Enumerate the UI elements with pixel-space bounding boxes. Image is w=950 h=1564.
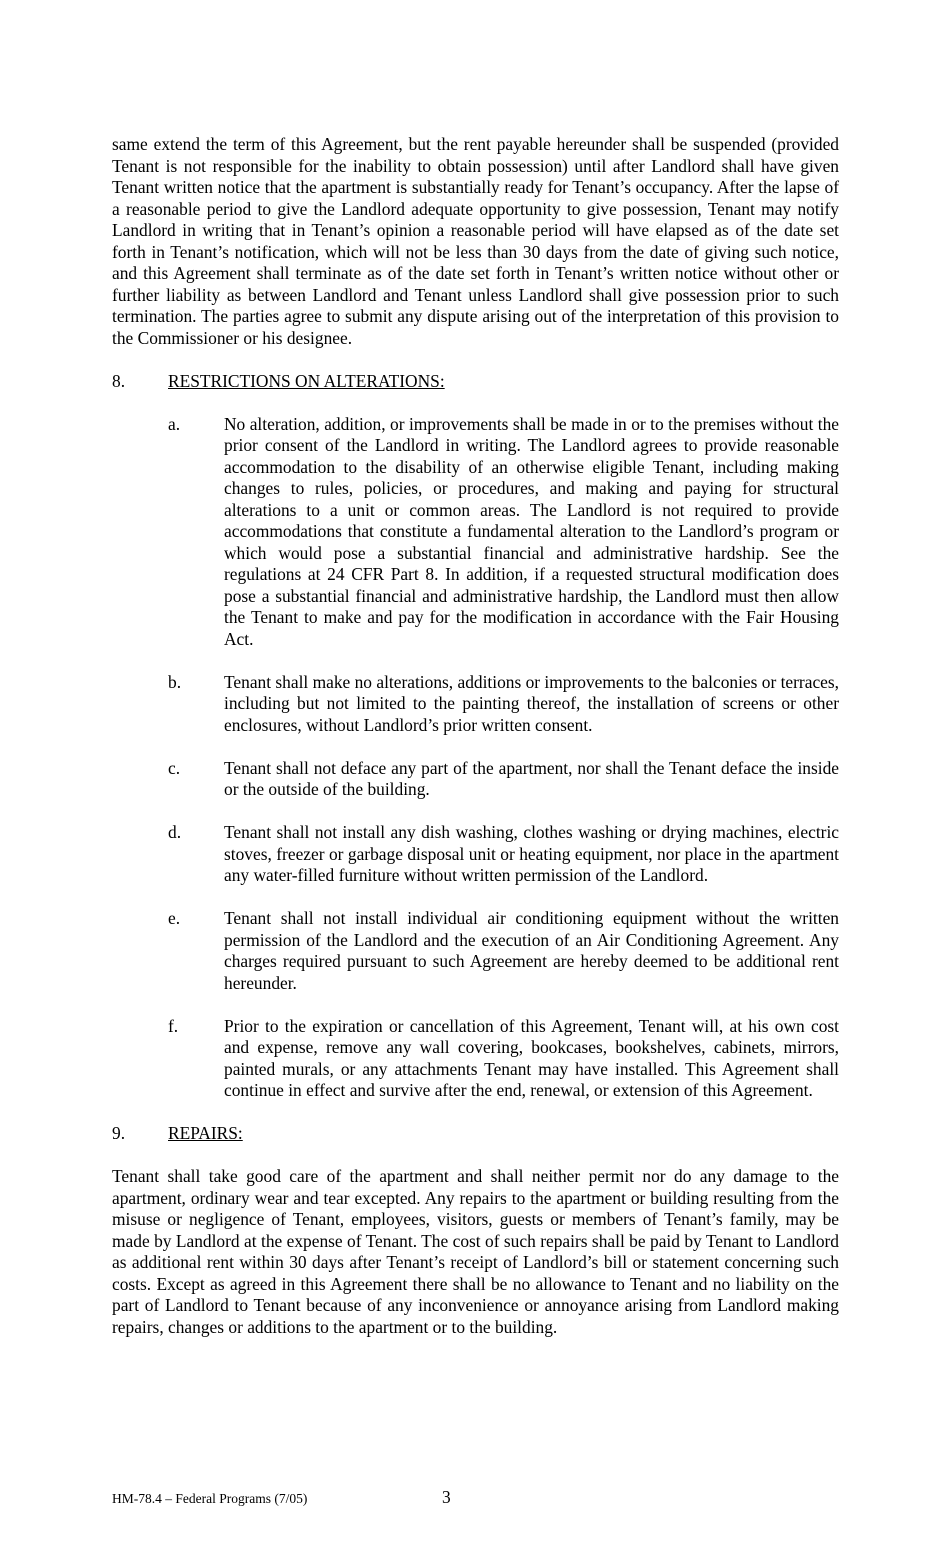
section-8-item-d [112, 822, 839, 887]
section-9-title: REPAIRS: [168, 1123, 243, 1143]
section-9-heading [112, 1123, 839, 1145]
section-8-item-a [112, 414, 839, 651]
item-letter: b. [168, 671, 182, 692]
item-letter: e. [168, 908, 181, 928]
item-text: Tenant shall make no alterations, additions or improvements to the balconies or terraces, including but not limited to the painting thereof, the installation of screens or other enclosures, without Landlord’s prior written consent. [224, 671, 839, 735]
item-text: Tenant shall not install individual air conditioning equipment without the written permission of the Landlord and the execution of an Air Conditioning Agreement. Any charges required pursuant to such Agreement are hereby deemed to be additional rent hereunder. [224, 908, 839, 993]
item-text: Prior to the expiration or cancellation of this Agreement, Tenant will, at his own cost and expense, remove any wall covering, bookcases, bookshelves, cabinets, mirrors, painted murals, or any attachments Tenant may have installed. This Agreement shall continue in effect and survive after the end, renewal, or extension of this Agreement. [224, 1015, 839, 1100]
item-letter: c. [168, 757, 181, 778]
document-page [112, 134, 839, 1338]
section-8-item-c [112, 758, 839, 801]
section-8-item-e [112, 908, 839, 994]
section-8-heading [112, 371, 839, 393]
item-letter: f. [168, 1015, 179, 1036]
form-identifier: HM-78.4 – Federal Programs (7/05) [112, 1491, 308, 1506]
section-8-title: RESTRICTIONS ON ALTERATIONS: [168, 370, 445, 391]
section-8-item-b [112, 672, 839, 737]
item-letter: d. [168, 822, 182, 842]
item-letter: a. [168, 413, 181, 434]
item-text: Tenant shall not deface any part of the apartment, nor shall the Tenant deface the inside or the outside of the building. [224, 757, 839, 799]
intro-paragraph: same extend the term of this Agreement, but the rent payable hereunder shall be suspended (provided Tenant is not responsible for the inability to obtain possession) until after Landlord shall have given Tenant written notice that the apartment is substantially ready for Tenant’s occupancy. After the lapse of a reasonable period to give the Landlord adequate opportunity to give possession, Tenant may notify Landlord in writing that in Tenant’s opinion a reasonable period will have elapsed as of the date set forth in Tenant’s notification, which will not be less than 30 days from the date of giving such notice, and this Agreement shall terminate as of the date set forth in Tenant’s written notice without other or further liability as between Landlord and Tenant unless Landlord shall give possession prior to such termination. The parties agree to submit any dispute arising out of the interpretation of this provision to the Commissioner or his designee. [112, 134, 839, 348]
section-8-item-f [112, 1016, 839, 1102]
item-text: Tenant shall not install any dish washing, clothes washing or drying machines, electric stoves, freezer or garbage disposal unit or heating equipment, nor place in the apartment any water-filled furniture without written permission of the Landlord. [224, 822, 839, 885]
section-9-number: 9. [112, 1123, 126, 1143]
section-9-paragraph: Tenant shall take good care of the apartment and shall neither permit nor do any damage to the apartment, ordinary wear and tear excepted. Any repairs to the apartment or building resulting from the misuse or negligence of Tenant, employees, visitors, guests or members of Tenant’s family, may be made by Landlord at the expense of Tenant. The cost of such repairs shall be paid by Tenant to Landlord as additional rent within 30 days after Tenant’s receipt of Landlord’s bill or statement concerning such costs. Except as agreed in this Agreement there shall be no allowance to Tenant and no liability on the part of Landlord to Tenant because of any inconvenience or annoyance arising from Landlord making repairs, changes or additions to the apartment or to the building. [112, 1166, 839, 1337]
page-number: 3 [442, 1487, 451, 1507]
section-8-number: 8. [112, 370, 126, 391]
item-text: No alteration, addition, or improvements shall be made in or to the premises without the prior consent of the Landlord in writing. The Landlord agrees to provide reasonable accommodation to the disability of an otherwise eligible Tenant, including making changes to rules, policies, or procedures, and making and paying for structural alterations to a unit or common areas. The Landlord is not required to provide accommodations that constitute a fundamental alteration to the Landlord’s program or which would pose a substantial financial and administrative hardship. See the regulations at 24 CFR Part 8. In addition, if a requested structural modification does pose a substantial financial and administrative hardship, the Landlord must then allow the Tenant to make and pay for the modification in accordance with the Fair Housing Act. [224, 413, 839, 649]
